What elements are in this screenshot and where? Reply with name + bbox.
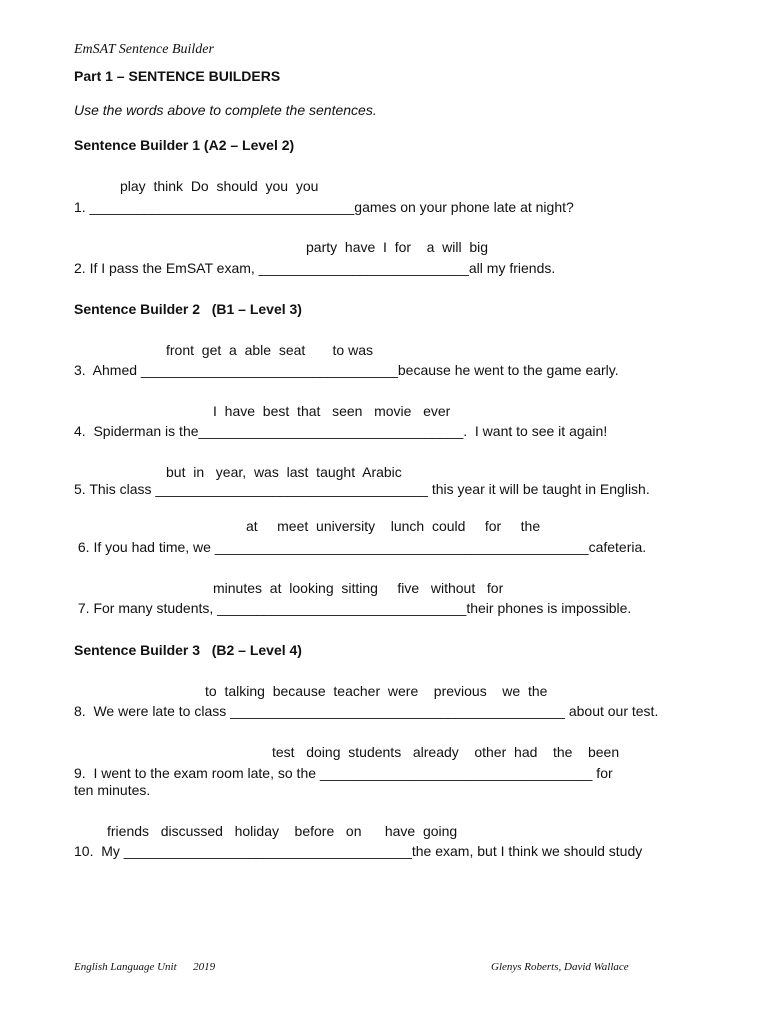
sentence-7: 7. For many students, ________________________________their phones is impossible.	[74, 600, 632, 616]
section-heading-3: Sentence Builder 3 (B2 – Level 4)	[74, 642, 302, 658]
sentence-10: 10. My _____________________________________the exam, but I think we should study	[74, 843, 643, 859]
word-bank-4: I have best that seen movie ever	[213, 403, 451, 419]
section-heading-1: Sentence Builder 1 (A2 – Level 2)	[74, 137, 295, 153]
sentence-9: 9. I went to the exam room late, so the ___________________________________ for	[74, 765, 613, 781]
sentence-9-continuation: ten minutes.	[74, 782, 151, 798]
sentence-8: 8. We were late to class ___________________________________________ about our test.	[74, 703, 659, 719]
footer-left: English Language Unit 2019	[74, 961, 216, 973]
word-bank-2: party have I for a will big	[306, 239, 489, 255]
word-bank-8: to talking because teacher were previous we the	[205, 683, 548, 699]
word-bank-6: at meet university lunch could for the	[246, 518, 541, 534]
word-bank-3: front get a able seat to was	[166, 342, 373, 358]
sentence-1: 1. __________________________________games on your phone late at night?	[74, 199, 574, 215]
section-heading-2: Sentence Builder 2 (B1 – Level 3)	[74, 301, 302, 317]
word-bank-5: but in year, was last taught Arabic	[166, 464, 402, 480]
sentence-3: 3. Ahmed _________________________________because he went to the game early.	[74, 362, 619, 378]
sentence-4: 4. Spiderman is the__________________________________. I want to see it again!	[74, 423, 608, 439]
part-title: Part 1 – SENTENCE BUILDERS	[74, 68, 281, 84]
word-bank-9: test doing students already other had the been	[272, 744, 620, 760]
instructions: Use the words above to complete the sentences.	[74, 102, 377, 118]
sentence-5: 5. This class ___________________________________ this year it will be taught in English.	[74, 481, 650, 497]
footer-right: Glenys Roberts, David Wallace	[491, 961, 629, 973]
sentence-6: 6. If you had time, we ________________________________________________cafeteria.	[74, 539, 647, 555]
sentence-2: 2. If I pass the EmSAT exam, ___________________________all my friends.	[74, 260, 556, 276]
word-bank-10: friends discussed holiday before on have going	[107, 823, 458, 839]
word-bank-7: minutes at looking sitting five without for	[213, 580, 504, 596]
document-header: EmSAT Sentence Builder	[74, 42, 214, 57]
word-bank-1: play think Do should you you	[120, 178, 319, 194]
